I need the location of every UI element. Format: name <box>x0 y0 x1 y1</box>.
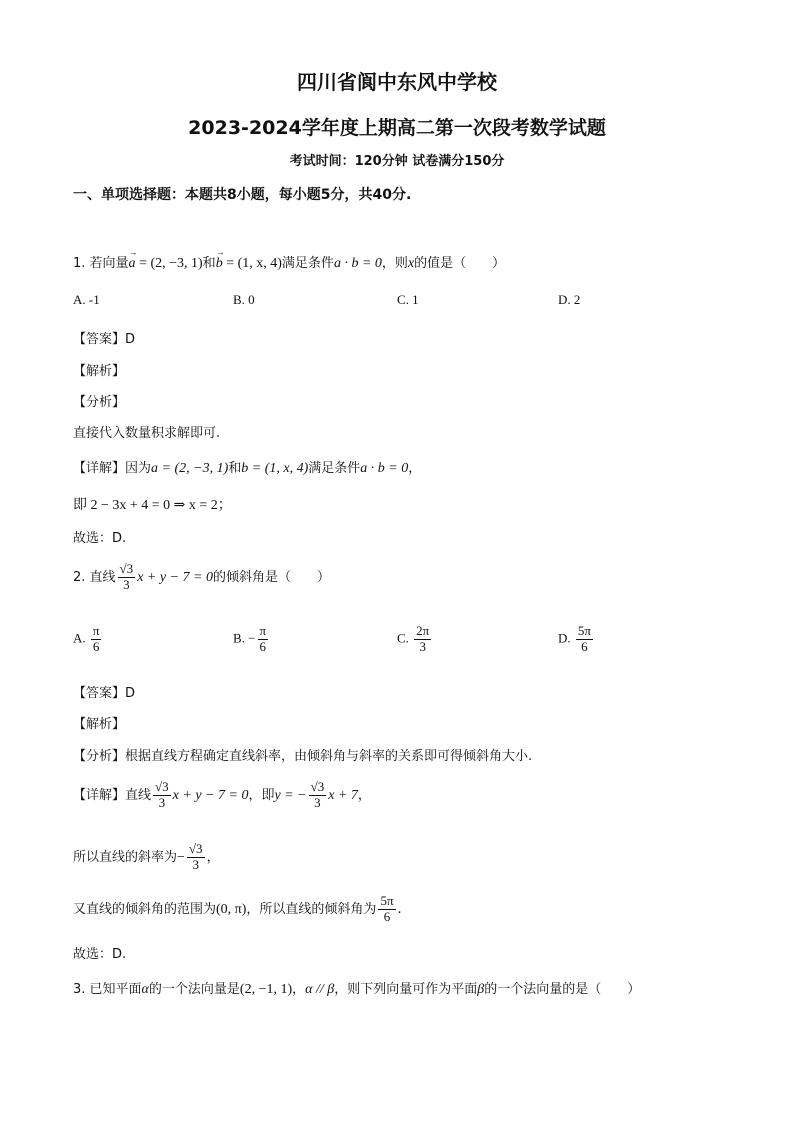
q2-option-b-label: B. <box>233 630 245 646</box>
q2-option-a-num: π <box>92 623 100 638</box>
q2-answer-frac <box>378 894 395 925</box>
q2-option-c-den: 3 <box>419 638 426 654</box>
q2-slope-frac <box>187 842 205 873</box>
school-title: 四川省阆中东风中学校 <box>297 70 497 94</box>
q2-option-a-frac <box>91 624 102 655</box>
q1-detail-a: a = (2, −3, 1) <box>151 461 229 476</box>
q2-detail-frac1-den: 3 <box>158 794 166 810</box>
q2-range <box>73 894 402 925</box>
q2-option-d-den: 6 <box>581 638 588 654</box>
q2-detail-tag: 【详解】 <box>73 787 126 803</box>
q2-detail-comma: ， <box>357 787 371 803</box>
q2-expr: x + y − 7 = 0 <box>137 569 213 585</box>
q2-option-b <box>233 624 270 655</box>
q2-slope-den: 3 <box>192 856 199 872</box>
q1-detail-comma: ， <box>408 461 422 476</box>
q1-ask: 的值是（ ） <box>414 256 506 271</box>
q1-detail-b: b = (1, x, 4) <box>241 461 309 476</box>
q2-slope-text: 所以直线的斜率为 <box>73 849 178 865</box>
q2-answer-num: 5π <box>380 893 394 908</box>
exam-title: 2023-2024学年度上期高二第一次段考数学试题 <box>188 117 606 139</box>
q3-par: α // β <box>305 982 335 997</box>
question-2 <box>73 562 330 593</box>
q2-option-d-label: D. <box>558 630 571 646</box>
q2-answer: 【答案】D <box>73 686 136 701</box>
q2-choose: 故选：D. <box>73 947 127 962</box>
q1-fenxi-text: 直接代入数量积求解即可. <box>73 426 221 441</box>
q1-step <box>73 494 232 514</box>
q2-detail-frac2 <box>309 780 327 811</box>
q2-detail-expr1: x + y − 7 = 0 <box>172 787 249 803</box>
q2-option-c-num: 2π <box>416 623 430 638</box>
q1-step-text: 即 2 − 3x + 4 = 0 ⇒ x = 2； <box>73 498 232 513</box>
q2-option-a <box>73 624 103 655</box>
q2-frac-den: 3 <box>123 576 130 592</box>
q2-slope-num: √3 <box>188 841 203 856</box>
q3-t4: 的一个法向量的是（ ） <box>484 982 641 997</box>
q2-frac-num: √3 <box>119 561 134 576</box>
q2-fenxi-text: 根据直线方程确定直线斜率，由倾斜角与斜率的关系即可得倾斜角大小. <box>125 749 533 764</box>
q1-option-a: A. -1 <box>73 292 100 307</box>
q2-option-c <box>397 624 433 655</box>
q2-detail-frac1 <box>153 780 171 811</box>
section-heading: 一、单项选择题：本题共8小题，每小题5分，共40分. <box>73 187 412 203</box>
q3-vec: (2, −1, 1) <box>239 982 293 997</box>
q1-detail-because: 因为 <box>125 461 152 476</box>
vector-b-value: = (1, x, 4) <box>222 256 282 271</box>
q2-range-text: 又直线的倾斜角的范围为 <box>73 901 217 917</box>
q2-option-d-num: 5π <box>577 623 591 638</box>
q3-t2: ， <box>292 982 306 997</box>
q2-fenxi-tag: 【分析】 <box>73 749 126 764</box>
question-3 <box>73 978 640 998</box>
vector-b: → b <box>216 256 223 272</box>
q1-detail-and: 和 <box>228 461 242 476</box>
q1-dot-expr: a · b = 0 <box>333 256 382 271</box>
q2-fenxi <box>73 745 532 764</box>
q1-option-b: B. 0 <box>233 292 255 307</box>
q2-option-b-den: 6 <box>259 638 267 654</box>
q2-slope-sign: − <box>177 849 185 865</box>
q2-detail-y: y = − <box>274 787 307 803</box>
q1-detail <box>73 457 421 477</box>
q2-option-c-label: C. <box>397 630 409 646</box>
q2-analysis-tag: 【解析】 <box>73 717 126 732</box>
q2-option-a-label: A. <box>73 630 86 646</box>
q2-option-d <box>558 624 595 655</box>
q2-range-text2: ，所以直线的倾斜角为 <box>246 901 377 917</box>
q2-ask: 的倾斜角是（ ） <box>212 569 330 585</box>
q1-fenxi-tag: 【分析】 <box>73 395 126 410</box>
q2-range-val: (0, π) <box>216 901 247 917</box>
q3-t1: 的一个法向量是 <box>148 982 240 997</box>
q2-detail-expr2: x + 7 <box>328 787 358 803</box>
q1-condition: 满足条件 <box>281 256 334 271</box>
q1-option-c: C. 1 <box>397 292 419 307</box>
q1-detail-tag: 【详解】 <box>73 461 126 476</box>
q2-detail-frac2-num: √3 <box>310 779 325 794</box>
question-1 <box>73 252 505 272</box>
q2-option-b-sign: − <box>248 630 256 646</box>
q2-option-a-den: 6 <box>92 638 100 654</box>
q2-range-end: . <box>397 901 402 917</box>
q3-alpha: α <box>141 982 149 997</box>
q2-detail-line: 直线 <box>125 787 152 803</box>
q2-option-c-frac <box>414 624 431 655</box>
q2-option-b-num: π <box>259 623 267 638</box>
q2-detail-frac2-den: 3 <box>314 794 321 810</box>
q1-option-d: D. 2 <box>558 292 581 307</box>
q1-detail-cond: 满足条件 <box>308 461 361 476</box>
q2-detail <box>73 780 371 811</box>
q1-answer: 【答案】D <box>73 332 136 347</box>
q1-choose: 故选：D. <box>73 531 127 546</box>
q2-slope <box>73 842 220 873</box>
q2-number: 2. 直线 <box>73 569 116 585</box>
q1-number: 1. 若向量 <box>73 256 129 271</box>
q1-detail-dot: a · b = 0 <box>360 461 409 476</box>
q1-and: 和 <box>202 256 216 271</box>
q2-slope-comma: ， <box>206 849 220 865</box>
q2-option-d-frac <box>576 624 593 655</box>
q1-x: x <box>407 256 415 271</box>
q2-option-b-frac <box>258 624 269 655</box>
q3-t3: ，则下列向量可作为平面 <box>334 982 478 997</box>
vector-a: → a <box>129 256 136 272</box>
q2-detail-ie: ，即 <box>248 787 275 803</box>
exam-info: 考试时间：120分钟 试卷满分150分 <box>289 154 505 169</box>
vector-a-value: = (2, −3, 1) <box>135 256 203 271</box>
q1-then: ，则 <box>381 256 408 271</box>
q3-number: 3. 已知平面 <box>73 982 142 997</box>
q1-analysis-tag: 【解析】 <box>73 364 126 379</box>
q3-beta: β <box>477 982 485 997</box>
q2-answer-den: 6 <box>383 908 391 924</box>
q2-detail-frac1-num: √3 <box>155 779 169 794</box>
q2-fraction <box>118 562 136 593</box>
